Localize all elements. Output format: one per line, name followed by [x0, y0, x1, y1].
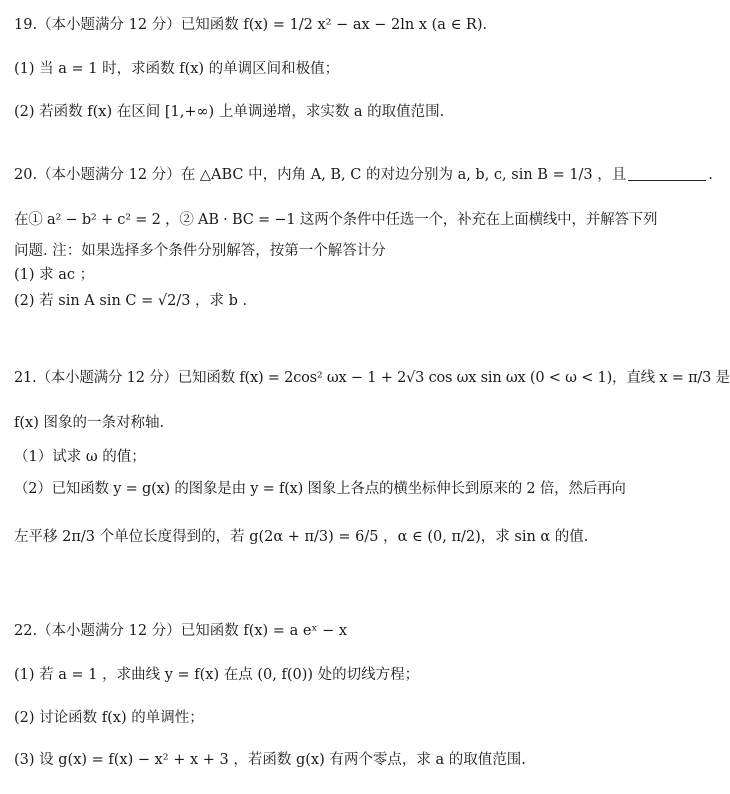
problem-22-part-3: (3) 设 g(x) = f(x) − x² + x + 3 ，若函数 g(x) 有两个零点，求 a 的取值范围.	[14, 752, 526, 768]
problem-21-part-1: （1）试求 ω 的值；	[14, 449, 146, 465]
problem-20-part-1: (1) 求 ac ；	[14, 267, 95, 283]
problem-20-part-2: (2) 若 sin A sin C = √2/3 ，求 b .	[14, 293, 248, 309]
problem-20-note: 问题. 注：如果选择多个条件分别解答，按第一个解答计分	[14, 243, 386, 259]
problem-21-part-2-continuation: 左平移 2π/3 个单位长度得到的，若 g(2α + π/3) = 6/5 ，α ∈ (0, π/2)，求 sin α 的值.	[14, 529, 589, 545]
problem-19-header: 19.（本小题满分 12 分）已知函数 f(x) = 1/2 x² − ax − 2ln x (a ∈ R).	[14, 17, 488, 33]
problem-22-part-2: (2) 讨论函数 f(x) 的单调性；	[14, 710, 204, 726]
answer-blank	[628, 168, 706, 181]
period-mark: .	[708, 167, 713, 183]
problem-22-header: 22.（本小题满分 12 分）已知函数 f(x) = a eˣ − x	[14, 623, 348, 639]
problem-20-conditions: 在① a² − b² + c² = 2 ，② AB · BC = −1 这两个条件中任选一个，补充在上面横线中，并解答下列	[14, 212, 658, 228]
problem-20-header-text: 20.（本小题满分 12 分）在 △ABC 中，内角 A, B, C 的对边分别为 a, b, c, sin B = 1/3 ，且	[14, 167, 627, 183]
problem-21-header: 21.（本小题满分 12 分）已知函数 f(x) = 2cos² ωx − 1 + 2√3 cos ωx sin ωx (0 < ω < 1)，直线 x = π/3 是	[14, 370, 730, 386]
problem-19-part-1: (1) 当 a = 1 时，求函数 f(x) 的单调区间和极值；	[14, 61, 340, 77]
problem-22-part-1: (1) 若 a = 1 ，求曲线 y = f(x) 在点 (0, f(0)) 处的切线方程；	[14, 667, 420, 683]
problem-21-continuation: f(x) 图象的一条对称轴.	[14, 415, 165, 431]
problem-20-header	[14, 166, 713, 184]
problem-19-part-2: (2) 若函数 f(x) 在区间 [1,+∞) 上单调递增，求实数 a 的取值范围.	[14, 104, 445, 120]
problem-21-part-2: （2）已知函数 y = g(x) 的图象是由 y = f(x) 图象上各点的横坐标伸长到原来的 2 倍，然后再向	[14, 481, 626, 497]
